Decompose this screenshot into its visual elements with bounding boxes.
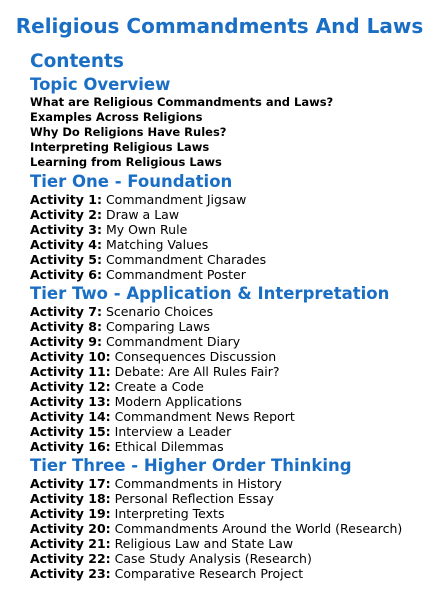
activity-number: Activity 8: [30, 319, 102, 334]
activity-item [30, 551, 430, 566]
activity-title: Commandment Poster [105, 267, 246, 282]
overview-item: Learning from Religious Laws [30, 155, 222, 169]
section-heading-tier-three: Tier Three - Higher Order Thinking [30, 456, 352, 475]
activity-number: Activity 5: [30, 252, 102, 267]
activity-item [30, 207, 430, 222]
activity-item [30, 364, 430, 379]
tier-three-activity-list [30, 476, 430, 581]
activity-number: Activity 2: [30, 207, 102, 222]
activity-title: Commandment Charades [105, 252, 267, 267]
activity-title: Comparing Laws [105, 319, 210, 334]
overview-item: What are Religious Commandments and Laws? [30, 95, 334, 109]
activity-item [30, 521, 430, 536]
activity-title: Commandment Jigsaw [105, 192, 247, 207]
activity-number: Activity 20: [30, 521, 111, 536]
overview-item: Examples Across Religions [30, 110, 203, 124]
activity-title: Religious Law and State Law [114, 536, 294, 551]
activity-number: Activity 19: [30, 506, 111, 521]
activity-item [30, 319, 430, 334]
activity-item [30, 252, 430, 267]
activity-number: Activity 16: [30, 439, 111, 454]
activity-item [30, 536, 430, 551]
document-title: Religious Commandments And Laws [15, 14, 424, 38]
activity-number: Activity 21: [30, 536, 111, 551]
tier-one-activity-list [30, 192, 430, 282]
activity-number: Activity 18: [30, 491, 111, 506]
activity-item [30, 334, 430, 349]
activity-title: Modern Applications [114, 394, 242, 409]
activity-item [30, 349, 430, 364]
activity-number: Activity 4: [30, 237, 102, 252]
activity-number: Activity 17: [30, 476, 111, 491]
overview-item: Why Do Religions Have Rules? [30, 125, 227, 139]
activity-title: Comparative Research Project [114, 566, 304, 581]
activity-title: Ethical Dilemmas [114, 439, 224, 454]
activity-number: Activity 10: [30, 349, 111, 364]
activity-number: Activity 9: [30, 334, 102, 349]
activity-title: Matching Values [105, 237, 209, 252]
activity-number: Activity 1: [30, 192, 102, 207]
contents-heading: Contents [30, 51, 124, 72]
activity-number: Activity 14: [30, 409, 111, 424]
activity-item [30, 192, 430, 207]
activity-title: My Own Rule [105, 222, 188, 237]
activity-item [30, 566, 430, 581]
activity-number: Activity 13: [30, 394, 111, 409]
table-of-contents [30, 74, 430, 581]
activity-item [30, 222, 430, 237]
activity-item [30, 304, 430, 319]
activity-number: Activity 7: [30, 304, 102, 319]
activity-title: Consequences Discussion [114, 349, 277, 364]
activity-item [30, 237, 430, 252]
activity-item [30, 476, 430, 491]
activity-item [30, 267, 430, 282]
activity-number: Activity 11: [30, 364, 111, 379]
activity-number: Activity 6: [30, 267, 102, 282]
activity-title: Draw a Law [105, 207, 180, 222]
section-heading-tier-two: Tier Two - Application & Interpretation [30, 284, 390, 303]
activity-title: Personal Reflection Essay [114, 491, 274, 506]
activity-item [30, 409, 430, 424]
activity-number: Activity 23: [30, 566, 111, 581]
activity-title: Commandments in History [114, 476, 282, 491]
section-heading-topic-overview: Topic Overview [30, 75, 171, 94]
activity-title: Commandment Diary [105, 334, 241, 349]
tier-two-activity-list [30, 304, 430, 454]
section-heading-tier-one: Tier One - Foundation [30, 172, 233, 191]
activity-item [30, 394, 430, 409]
activity-item [30, 424, 430, 439]
activity-number: Activity 15: [30, 424, 111, 439]
activity-title: Create a Code [114, 379, 204, 394]
activity-title: Commandments Around the World (Research) [114, 521, 403, 536]
activity-title: Interview a Leader [114, 424, 232, 439]
overview-item: Interpreting Religious Laws [30, 140, 210, 154]
activity-title: Commandment News Report [114, 409, 295, 424]
activity-number: Activity 12: [30, 379, 111, 394]
activity-title: Debate: Are All Rules Fair? [114, 364, 280, 379]
activity-title: Case Study Analysis (Research) [114, 551, 312, 566]
activity-number: Activity 22: [30, 551, 111, 566]
activity-item [30, 379, 430, 394]
activity-number: Activity 3: [30, 222, 102, 237]
overview-list [30, 95, 430, 170]
activity-title: Interpreting Texts [114, 506, 225, 521]
activity-item [30, 506, 430, 521]
activity-item [30, 491, 430, 506]
activity-title: Scenario Choices [105, 304, 214, 319]
activity-item [30, 439, 430, 454]
